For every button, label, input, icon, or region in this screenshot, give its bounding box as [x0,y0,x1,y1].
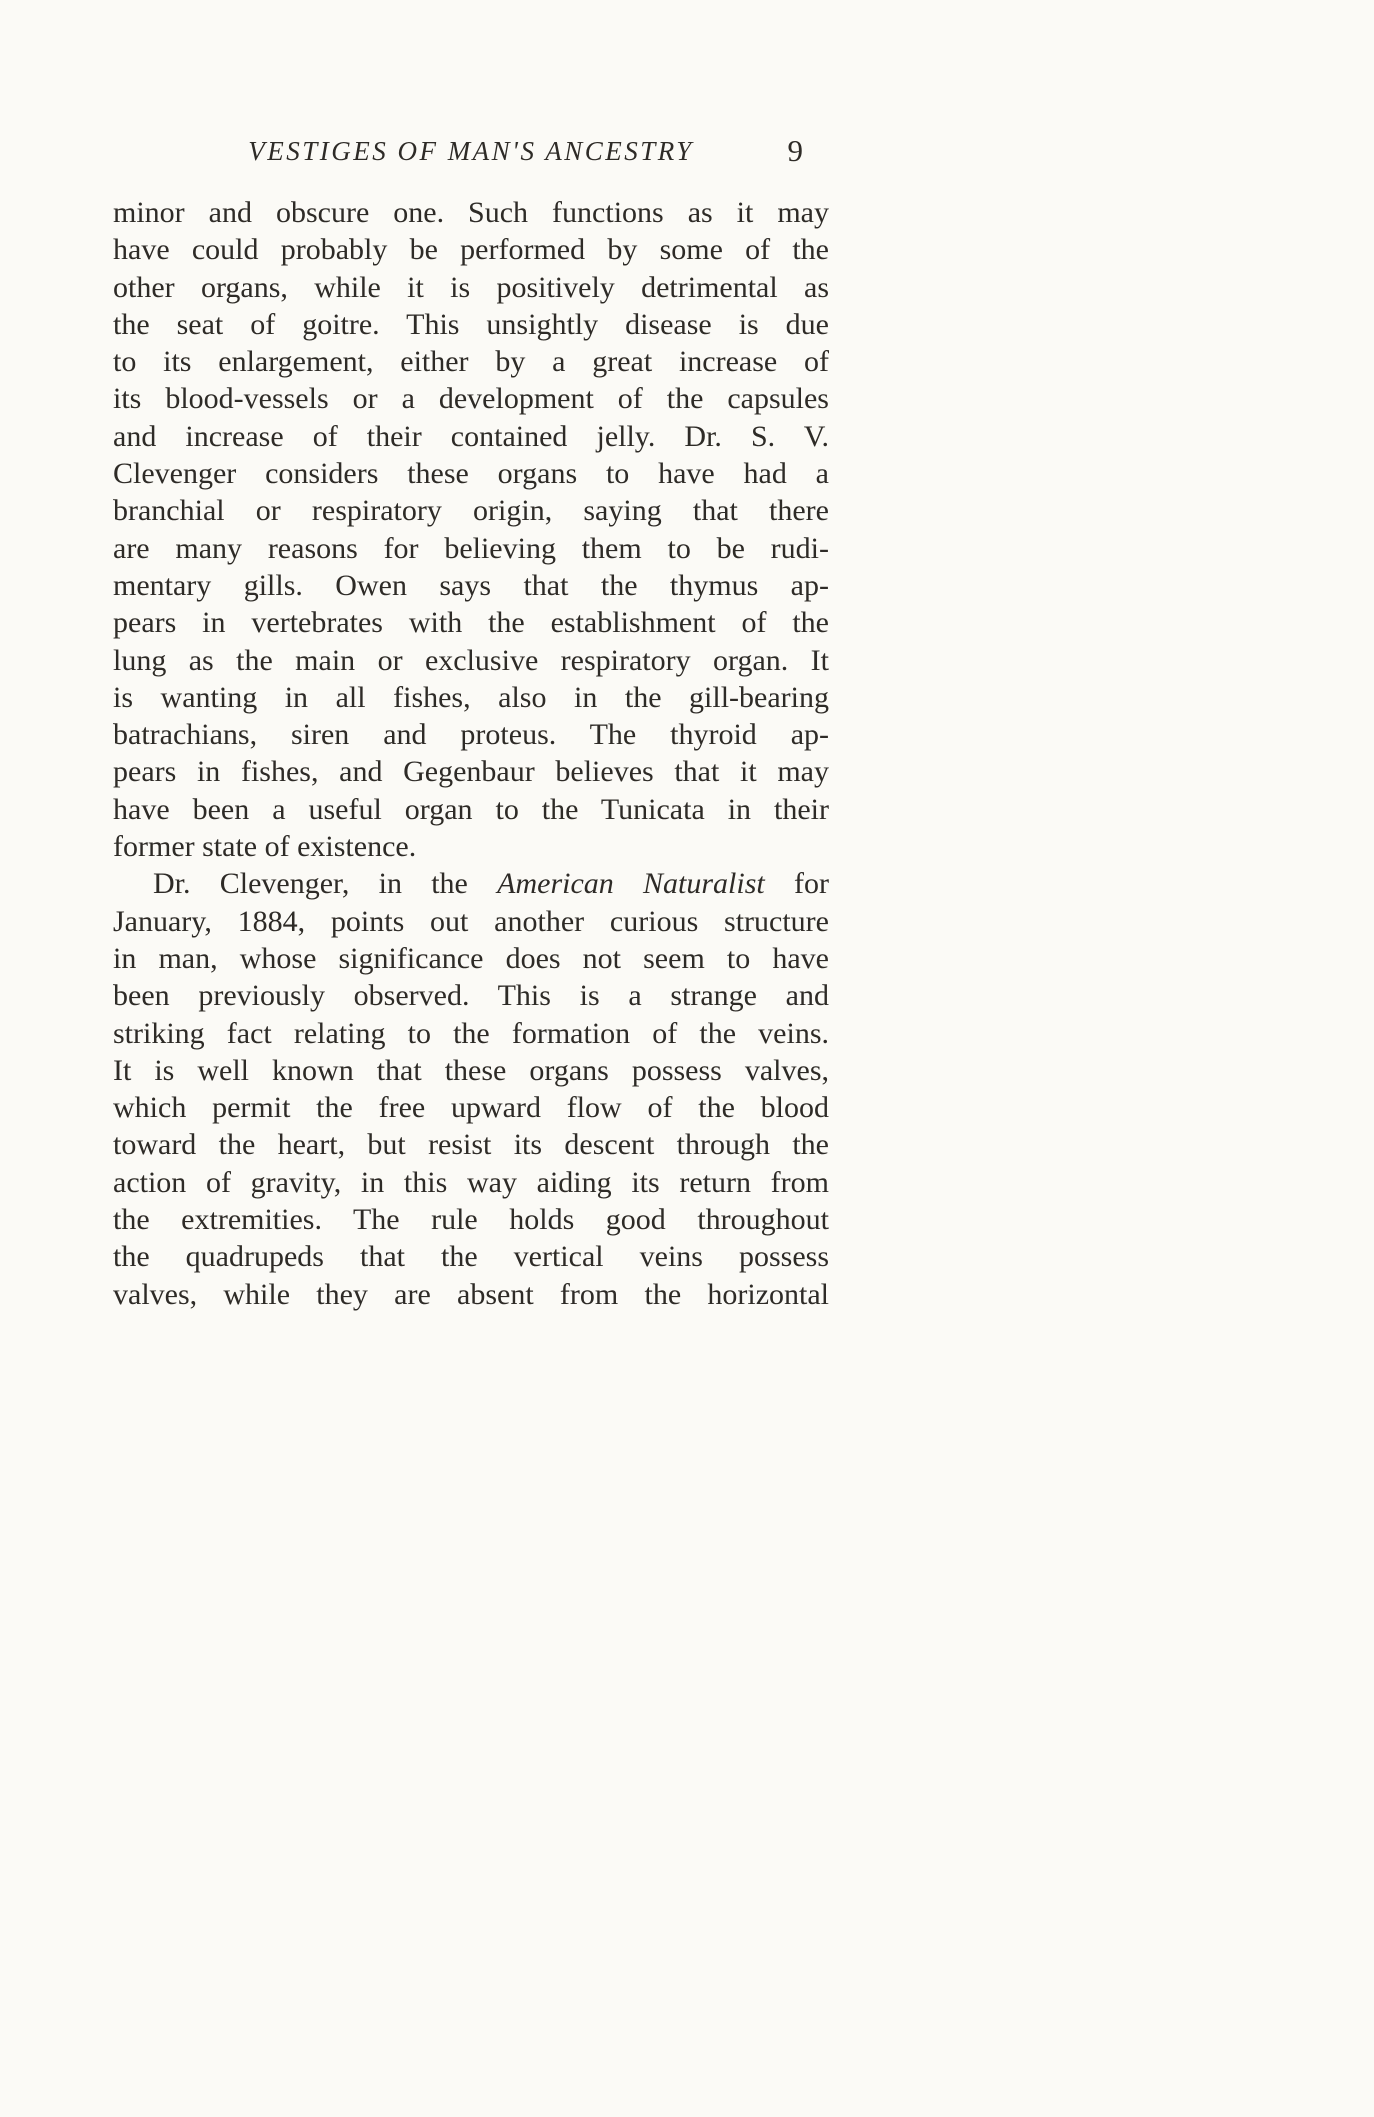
text-segment: valves, while they are absent from the horizontal [113,1277,829,1311]
italic-text: American Naturalist [497,867,765,901]
text-segment: the quadrupeds that the vertical veins possess [113,1240,829,1274]
text-line [113,269,829,306]
text-segment: lung as the main or exclusive respiratory organ. It [113,643,829,677]
text-segment: in man, whose significance does not seem to have [113,941,829,975]
body-text [113,194,829,1313]
text-line [113,1164,829,1201]
text-segment: toward the heart, but resist its descent through the [113,1128,829,1162]
text-segment: have been a useful organ to the Tunicata in their [113,792,829,826]
text-segment: are many reasons for believing them to be rudi- [113,531,829,565]
text-segment: batrachians, siren and proteus. The thyroid ap- [113,718,829,752]
text-line [113,940,829,977]
text-line [113,642,829,679]
text-line [113,231,829,268]
text-line [113,865,829,902]
text-line [113,530,829,567]
page-header-title: VESTIGES OF MAN'S ANCESTRY [248,136,694,166]
text-segment: It is well known that these organs possess valves, [113,1053,829,1087]
text-segment: other organs, while it is positively detrimental as [113,270,829,304]
text-line [113,753,829,790]
text-segment: is wanting in all fishes, also in the gill-bearing [113,680,829,714]
text-segment: January, 1884, points out another curious structure [113,904,829,938]
text-line [113,306,829,343]
text-line [113,679,829,716]
running-head [113,130,829,172]
text-line [113,791,829,828]
page-number: 9 [787,133,803,168]
text-line [113,343,829,380]
text-line [113,567,829,604]
text-line [113,716,829,753]
text-segment: the extremities. The rule holds good throughout [113,1203,829,1237]
text-segment: pears in fishes, and Gegenbaur believes that it may [113,755,829,789]
text-line [113,1126,829,1163]
text-segment: action of gravity, in this way aiding its return from [113,1165,829,1199]
text-line [113,828,829,865]
text-line [113,977,829,1014]
text-line [113,1238,829,1275]
text-segment: to its enlargement, either by a great increase of [113,345,829,379]
text-line [113,1201,829,1238]
text-line [113,903,829,940]
text-segment: branchial or respiratory origin, saying that there [113,494,829,528]
text-line [113,1276,829,1313]
text-segment: Clevenger considers these organs to have had a [113,457,829,491]
paragraph [113,194,829,865]
text-segment: pears in vertebrates with the establishment of the [113,606,829,640]
text-line [113,418,829,455]
text-line [113,492,829,529]
text-line [113,194,829,231]
text-segment: for [764,867,829,901]
paragraph [113,865,829,1313]
text-line [113,1015,829,1052]
text-segment: striking fact relating to the formation of the veins. [113,1016,829,1050]
text-segment: former state of existence. [113,830,417,864]
text-line [113,455,829,492]
text-segment: minor and obscure one. Such functions as it may [113,196,829,229]
text-line [113,380,829,417]
text-segment: mentary gills. Owen says that the thymus ap- [113,568,829,602]
text-segment: have could probably be performed by some of the [113,233,829,267]
text-block [113,130,829,1313]
text-segment: which permit the free upward flow of the blood [113,1091,829,1125]
text-segment: and increase of their contained jelly. Dr. S. V. [113,419,829,453]
text-segment: the seat of goitre. This unsightly disease is due [113,307,829,341]
text-line [113,604,829,641]
text-line [113,1052,829,1089]
text-segment: Dr. Clevenger, in the [153,867,498,901]
text-line [113,1089,829,1126]
text-segment: been previously observed. This is a strange and [113,979,829,1013]
text-segment: its blood-vessels or a development of the capsules [113,382,829,416]
